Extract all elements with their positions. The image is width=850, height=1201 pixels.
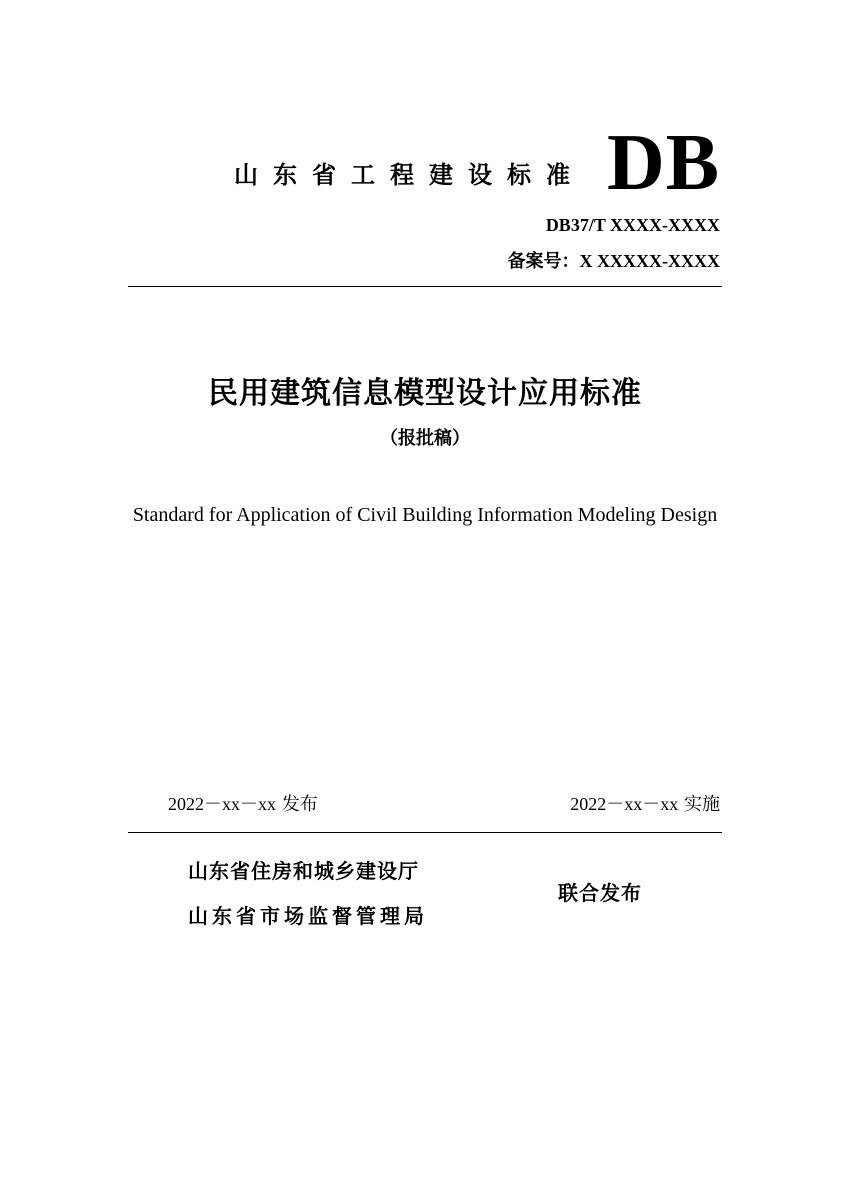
record-number-label: 备案号： bbox=[507, 251, 580, 272]
joint-publish-label: 联合发布 bbox=[558, 881, 642, 905]
issuer-market-regulation: 山东省市场监督管理局 bbox=[188, 904, 428, 928]
bottom-divider bbox=[128, 832, 722, 833]
document-title: 民用建筑信息模型设计应用标准 bbox=[208, 376, 642, 411]
standard-category-title: 山东省工程建设标准 bbox=[234, 161, 585, 189]
db-logo: DB bbox=[607, 119, 721, 207]
publish-date-value: 2022－xx－xx bbox=[168, 794, 276, 814]
document-subtitle: （报批稿） bbox=[380, 428, 470, 449]
record-number bbox=[508, 250, 720, 273]
publish-date bbox=[168, 792, 318, 817]
record-number-value: X XXXXX-XXXX bbox=[579, 251, 720, 271]
implement-date-value: 2022－xx－xx bbox=[570, 794, 679, 814]
standard-number: DB37/T XXXX-XXXX bbox=[545, 215, 720, 235]
implement-date bbox=[570, 792, 720, 817]
issuer-housing-department: 山东省住房和城乡建设厅 bbox=[188, 859, 419, 883]
implement-date-label: 实施 bbox=[684, 794, 720, 815]
publish-date-label: 发布 bbox=[281, 794, 318, 815]
top-divider bbox=[128, 286, 722, 287]
english-title: Standard for Application of Civil Building Information Modeling Design bbox=[132, 504, 718, 526]
